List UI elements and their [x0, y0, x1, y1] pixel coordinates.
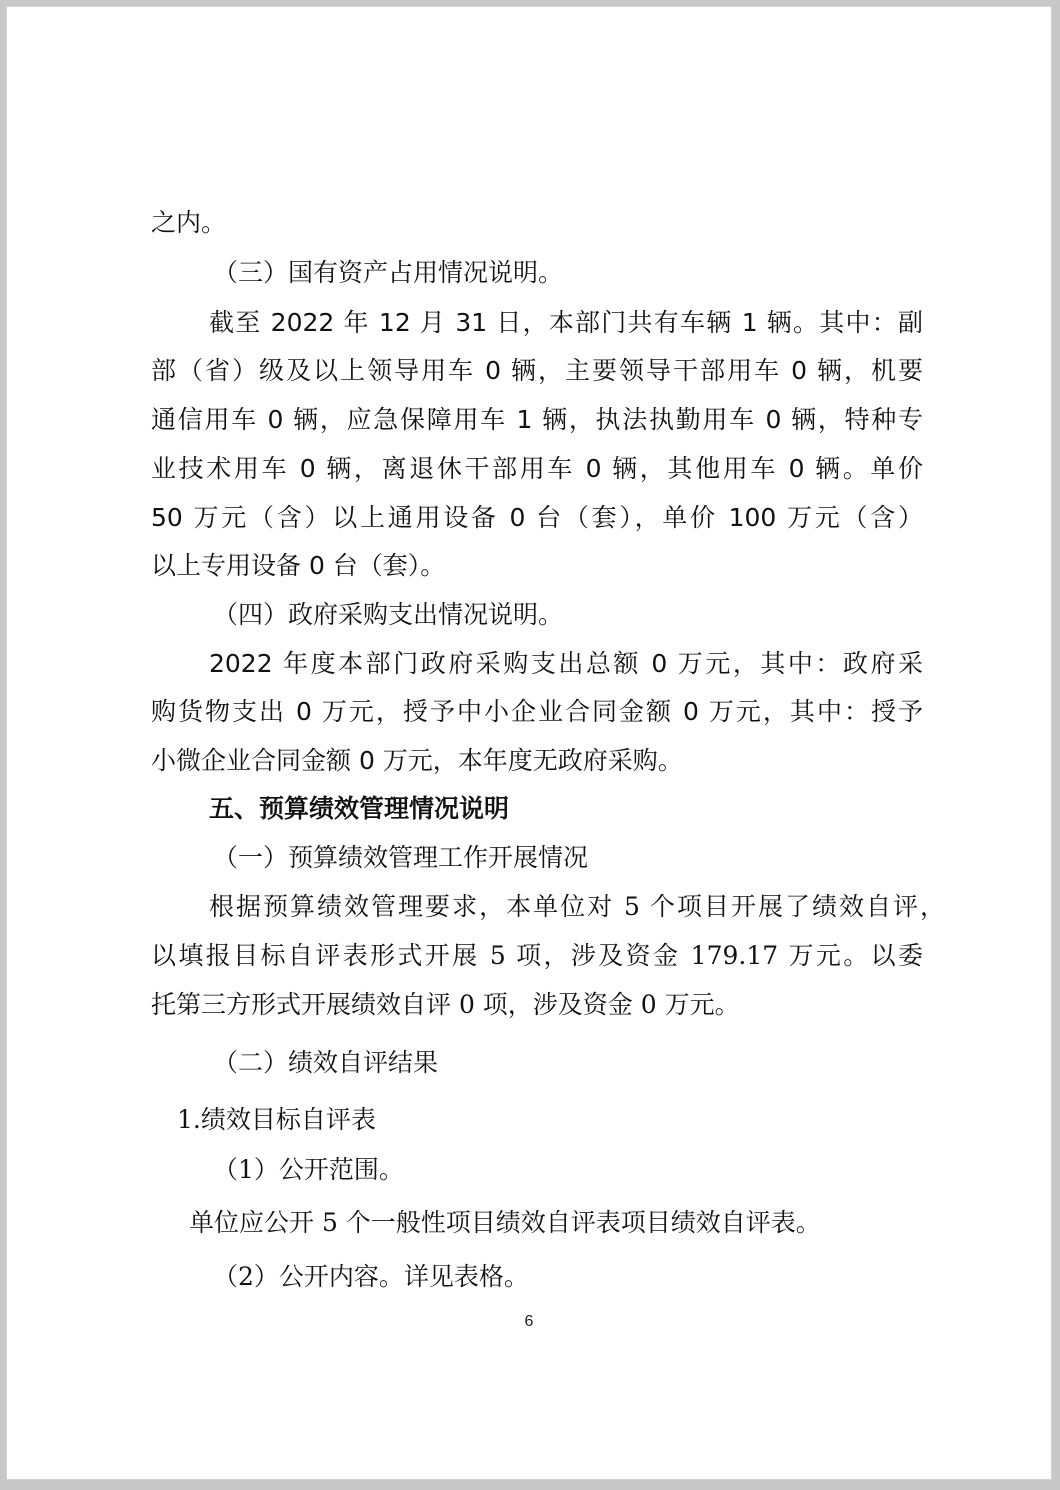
paragraph-vehicles-line-6: 以上专用设备 0 台（套）。	[151, 551, 446, 580]
paragraph-vehicles-line-4: 业技术用车 0 辆，离退休干部用车 0 辆，其他用车 0 辆。单价	[151, 454, 923, 483]
subheading-procurement: （四）政府采购支出情况说明。	[213, 600, 564, 629]
paragraph-performance-line-2: 以填报目标自评表形式开展 5 项，涉及资金 179.17 万元。以委	[151, 941, 923, 970]
paragraph-procurement-line-1: 2022 年度本部门政府采购支出总额 0 万元，其中：政府采	[209, 649, 923, 678]
paragraph-performance-line-1: 根据预算绩效管理要求，本单位对 5 个项目开展了绩效自评，	[209, 892, 945, 921]
paragraph-vehicles-line-2: 部（省）级及以上领导用车 0 辆，主要领导干部用车 0 辆，机要	[151, 356, 923, 385]
paragraph-continuation: 之内。	[151, 208, 227, 237]
list-item-goal-table: 1.绩效目标自评表	[177, 1105, 376, 1134]
subheading-performance-work: （一）预算绩效管理工作开展情况	[213, 843, 589, 872]
list-item-disclosure-content: （2）公开内容。详见表格。	[213, 1262, 529, 1291]
paragraph-disclosure-scope: 单位应公开 5 个一般性项目绩效自评表项目绩效自评表。	[189, 1208, 821, 1237]
section-heading-performance: 五、预算绩效管理情况说明	[209, 794, 510, 823]
document-page	[6, 6, 1052, 1480]
paragraph-vehicles-line-1: 截至 2022 年 12 月 31 日，本部门共有车辆 1 辆。其中：副	[209, 308, 923, 337]
subheading-state-assets: （三）国有资产占用情况说明。	[213, 258, 564, 287]
paragraph-vehicles-line-5: 50 万元（含）以上通用设备 0 台（套），单价 100 万元（含）	[151, 503, 923, 532]
paragraph-performance-line-3: 托第三方形式开展绩效自评 0 项，涉及资金 0 万元。	[151, 990, 740, 1019]
list-item-disclosure-scope: （1）公开范围。	[213, 1155, 404, 1184]
paragraph-procurement-line-3: 小微企业合同金额 0 万元，本年度无政府采购。	[151, 746, 683, 775]
paragraph-vehicles-line-3: 通信用车 0 辆，应急保障用车 1 辆，执法执勤用车 0 辆，特种专	[151, 405, 923, 434]
subheading-self-evaluation-results: （二）绩效自评结果	[213, 1048, 439, 1077]
page-number: 6	[524, 1313, 534, 1330]
paragraph-procurement-line-2: 购货物支出 0 万元，授予中小企业合同金额 0 万元，其中：授予	[151, 697, 923, 726]
